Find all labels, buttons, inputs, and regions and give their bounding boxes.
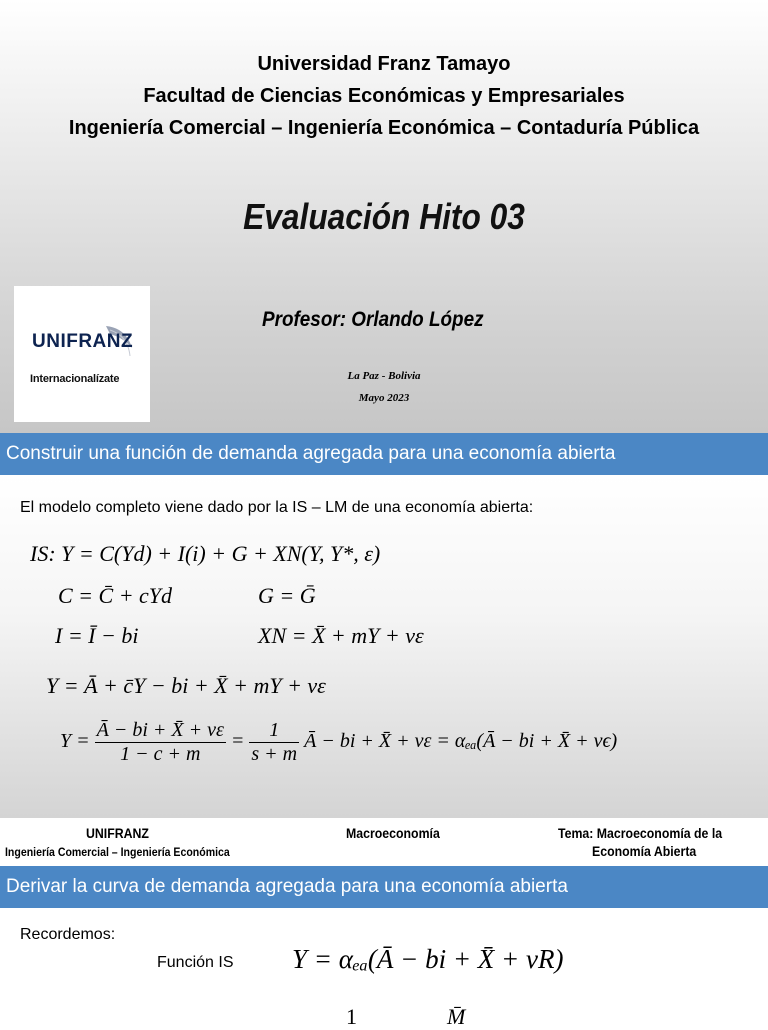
- logo-wordmark: UNIFRANZ: [32, 331, 134, 352]
- professor-name: Profesor: Orlando López: [262, 308, 484, 331]
- page-title: Evaluación Hito 03: [243, 196, 525, 237]
- fraction-1-denominator: 1 − c + m: [120, 743, 201, 765]
- multiplier-rest: Ā − bi + X̄ + vε = αₑₐ(Ā − bi + X̄ + vϵ): [304, 730, 618, 753]
- footer-programs: Ingeniería Comercial – Ingeniería Económica: [5, 845, 230, 859]
- multiplier-equation: [60, 719, 617, 766]
- footer-topic-1: Tema: Macroeconomía de la: [558, 825, 723, 841]
- university-name: Universidad Franz Tamayo: [257, 53, 511, 75]
- model-slide: [0, 475, 768, 818]
- section-heading-1: Construir una función de demanda agregada para una economía abierta: [0, 433, 768, 475]
- partial-numerator: 1: [346, 1004, 357, 1029]
- location: La Paz - Bolivia: [347, 370, 421, 382]
- is-equation: IS: Y = C(Yd) + I(i) + G + XN(Y, Y*, ε): [30, 541, 381, 566]
- government-equation: G = Ḡ: [258, 583, 316, 608]
- is-function-equation: Y = αₑₐ(Ā − bi + X̄ + vR): [292, 944, 564, 974]
- slide-footer: [0, 818, 768, 866]
- title-slide: [0, 0, 768, 433]
- logo-tagline: Internacionalízate: [30, 373, 120, 385]
- multiplier-lhs: Y =: [60, 730, 90, 753]
- footer-org: UNIFRANZ: [86, 825, 149, 841]
- derivation-slide: [0, 908, 768, 1029]
- partial-money-supply: M̄: [447, 1004, 466, 1029]
- is-function-label: Función IS: [157, 954, 234, 971]
- program-list: Ingeniería Comercial – Ingeniería Económica – Contaduría Pública: [68, 117, 700, 139]
- output-equation: Y = Ā + c̄Y − bi + X̄ + mY + vε: [46, 673, 326, 698]
- footer-subject: Macroeconomía: [346, 825, 440, 841]
- fraction-2-denominator: s + m: [251, 743, 298, 765]
- net-exports-equation: XN = X̄ + mY + vε: [258, 623, 424, 648]
- date: Mayo 2023: [358, 392, 410, 404]
- fraction-1: [95, 719, 226, 766]
- fraction-1-numerator: Ā − bi + X̄ + vε: [96, 719, 224, 741]
- consumption-equation: C = C̄ + cYd: [58, 583, 173, 608]
- fraction-2-numerator: 1: [249, 719, 299, 743]
- investment-equation: I = Ī − bi: [55, 623, 139, 648]
- footer-topic-2: Economía Abierta: [592, 843, 697, 859]
- equals-sign: =: [230, 730, 245, 753]
- model-intro: El modelo completo viene dado por la IS – LM de una economía abierta:: [20, 499, 534, 516]
- fraction-2: [249, 719, 299, 766]
- section-heading-2: Derivar la curva de demanda agregada para una economía abierta: [0, 866, 768, 908]
- recall-label: Recordemos:: [20, 926, 116, 943]
- faculty-name: Facultad de Ciencias Económicas y Empresariales: [143, 85, 625, 107]
